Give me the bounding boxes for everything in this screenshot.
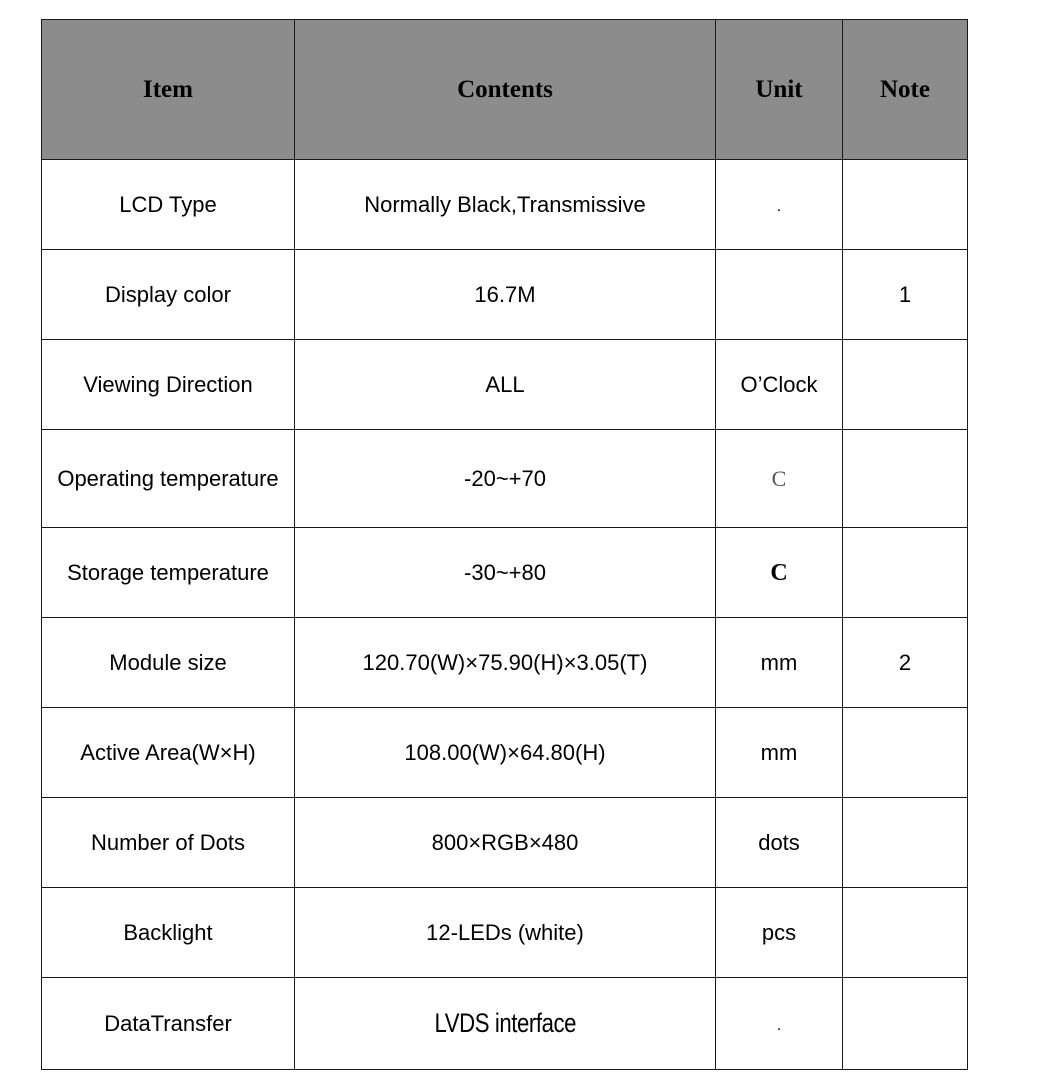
contents-cell bbox=[295, 978, 716, 1070]
note-cell bbox=[843, 160, 968, 250]
note-cell bbox=[843, 978, 968, 1070]
unit-cell bbox=[716, 430, 843, 528]
contents-cell: -30~+80 bbox=[295, 528, 716, 618]
unit-cell: mm bbox=[716, 618, 843, 708]
note-cell bbox=[843, 798, 968, 888]
table-row bbox=[42, 798, 968, 888]
unit-text: . bbox=[776, 197, 782, 215]
unit-text: C bbox=[770, 559, 788, 586]
note-cell bbox=[843, 888, 968, 978]
contents-cell: Normally Black,Transmissive bbox=[295, 160, 716, 250]
contents-cell: 12-LEDs (white) bbox=[295, 888, 716, 978]
unit-cell bbox=[716, 250, 843, 340]
item-cell: DataTransfer bbox=[42, 978, 295, 1070]
unit-text: C bbox=[771, 466, 787, 491]
contents-cell: 800×RGB×480 bbox=[295, 798, 716, 888]
contents-text: LVDS interface bbox=[434, 1007, 576, 1038]
header-unit: Unit bbox=[716, 20, 843, 160]
item-cell: Display color bbox=[42, 250, 295, 340]
header-note: Note bbox=[843, 20, 968, 160]
note-cell bbox=[843, 708, 968, 798]
table-row bbox=[42, 340, 968, 430]
table-row bbox=[42, 978, 968, 1070]
contents-cell: 120.70(W)×75.90(H)×3.05(T) bbox=[295, 618, 716, 708]
item-cell: Storage temperature bbox=[42, 528, 295, 618]
spec-table bbox=[41, 19, 968, 1070]
table-row bbox=[42, 160, 968, 250]
contents-cell: -20~+70 bbox=[295, 430, 716, 528]
item-cell: Backlight bbox=[42, 888, 295, 978]
table-row bbox=[42, 528, 968, 618]
note-cell bbox=[843, 528, 968, 618]
table-row bbox=[42, 708, 968, 798]
item-cell: Operating temperature bbox=[42, 430, 295, 528]
table-row bbox=[42, 430, 968, 528]
unit-cell bbox=[716, 978, 843, 1070]
table-row bbox=[42, 618, 968, 708]
header-item: Item bbox=[42, 20, 295, 160]
contents-cell: 108.00(W)×64.80(H) bbox=[295, 708, 716, 798]
contents-cell: ALL bbox=[295, 340, 716, 430]
note-cell: 1 bbox=[843, 250, 968, 340]
note-cell bbox=[843, 430, 968, 528]
table-row bbox=[42, 250, 968, 340]
unit-cell: pcs bbox=[716, 888, 843, 978]
unit-cell: mm bbox=[716, 708, 843, 798]
item-cell: LCD Type bbox=[42, 160, 295, 250]
table-header-row bbox=[42, 20, 968, 160]
unit-cell bbox=[716, 528, 843, 618]
item-cell: Active Area(W×H) bbox=[42, 708, 295, 798]
unit-cell: dots bbox=[716, 798, 843, 888]
unit-text: . bbox=[776, 1016, 782, 1034]
note-cell bbox=[843, 340, 968, 430]
note-cell: 2 bbox=[843, 618, 968, 708]
item-cell: Number of Dots bbox=[42, 798, 295, 888]
table-row bbox=[42, 888, 968, 978]
contents-cell: 16.7M bbox=[295, 250, 716, 340]
unit-cell bbox=[716, 160, 843, 250]
unit-cell: O’Clock bbox=[716, 340, 843, 430]
header-contents: Contents bbox=[295, 20, 716, 160]
item-cell: Viewing Direction bbox=[42, 340, 295, 430]
item-cell: Module size bbox=[42, 618, 295, 708]
